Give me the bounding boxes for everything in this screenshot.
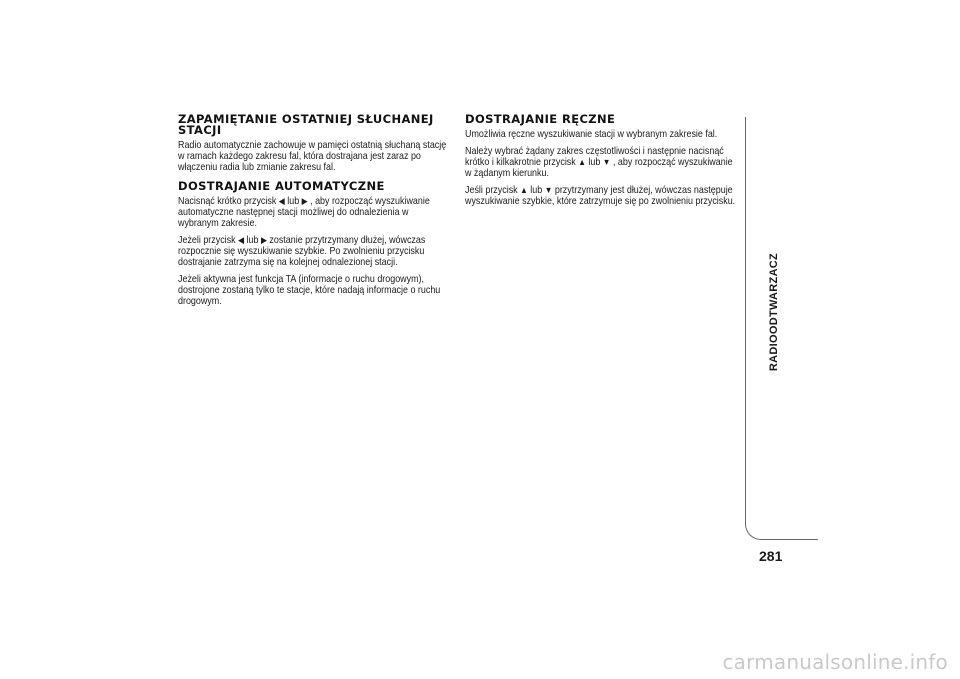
text-fragment: Należy wybrać żądany zakres częstotliwości i następnie nacisnąć krótko i kilkakrotnie przycisk <box>465 146 724 168</box>
section-tab-text: RADIOODTWARZACZ <box>768 252 780 372</box>
section-last-station <box>178 114 450 173</box>
text-fragment: lub <box>287 196 300 207</box>
text-fragment: , aby rozpocząć wyszukiwanie automatyczne następnej stacji możliwej do odnalezienia w wybranym zakresie. <box>178 196 430 229</box>
sidebar-frame <box>745 117 818 540</box>
heading-auto-tuning: DOSTRAJANIE AUTOMATYCZNE <box>178 179 385 193</box>
heading-manual-tuning: DOSTRAJANIE RĘCZNE <box>465 112 616 126</box>
paragraph-last-station: Radio automatycznie zachowuje w pamięci ostatnią słuchaną stację w ramach każdego zakresu fal, która dostrajana jest zaraz po włączeniu radia lub zmianie zakresu fal. <box>178 140 447 173</box>
text-fragment: lub <box>588 157 601 168</box>
text-fragment: Jeśli przycisk <box>465 185 518 196</box>
right-arrow-icon: ▶ <box>260 235 267 245</box>
section-manual-tuning <box>465 114 737 207</box>
paragraph-manual-tuning-1: Umożliwia ręczne wyszukiwanie stacji w wybranym zakresie fal. <box>465 129 718 140</box>
text-fragment: zostanie przytrzymany dłużej, wówczas rozpocznie się wyszukiwanie szybkie. Po zwolnieniu przycisku dostrajanie zatrzyma się na kolejnej odnalezionej stacji. <box>178 235 426 268</box>
section-auto-tuning <box>178 181 450 307</box>
page-number: 281 <box>759 548 783 564</box>
right-arrow-icon: ▶ <box>301 196 308 206</box>
up-arrow-icon: ▲ <box>578 157 586 167</box>
left-arrow-icon: ◀ <box>278 196 285 206</box>
text-fragment: , aby rozpocząć wyszukiwanie w żądanym kierunku. <box>465 157 733 179</box>
text-fragment: lub <box>530 185 543 196</box>
down-arrow-icon: ▼ <box>544 185 553 195</box>
left-arrow-icon: ◀ <box>238 235 245 245</box>
up-arrow-icon: ▲ <box>520 185 528 195</box>
paragraph-auto-tuning-3: Jeżeli aktywna jest funkcja TA (informacje o ruchu drogowym), dostrojone zostaną tylko te stacje, które nadają informacje o ruchu drogowym. <box>178 274 441 307</box>
section-tab-label <box>767 252 781 372</box>
watermark: carmanualsonline.info <box>722 650 948 674</box>
paragraph-manual-tuning-3 <box>465 185 736 207</box>
text-fragment: Jeżeli przycisk <box>178 235 236 246</box>
text-fragment: lub <box>246 235 259 246</box>
left-column <box>178 114 450 315</box>
right-column <box>465 114 737 215</box>
text-fragment: przytrzymany jest dłużej, wówczas następuje wyszukiwanie szybkie, które zatrzymuje się po zwolnieniu przycisku. <box>465 185 736 207</box>
heading-last-station: ZAPAMIĘTANIE OSTATNIEJ SŁUCHANEJ STACJI <box>178 112 434 137</box>
paragraph-auto-tuning-2 <box>178 235 449 268</box>
text-fragment: Nacisnąć krótko przycisk <box>178 196 277 207</box>
paragraph-manual-tuning-2 <box>465 146 736 179</box>
paragraph-auto-tuning-1 <box>178 196 449 229</box>
down-arrow-icon: ▼ <box>602 157 611 167</box>
